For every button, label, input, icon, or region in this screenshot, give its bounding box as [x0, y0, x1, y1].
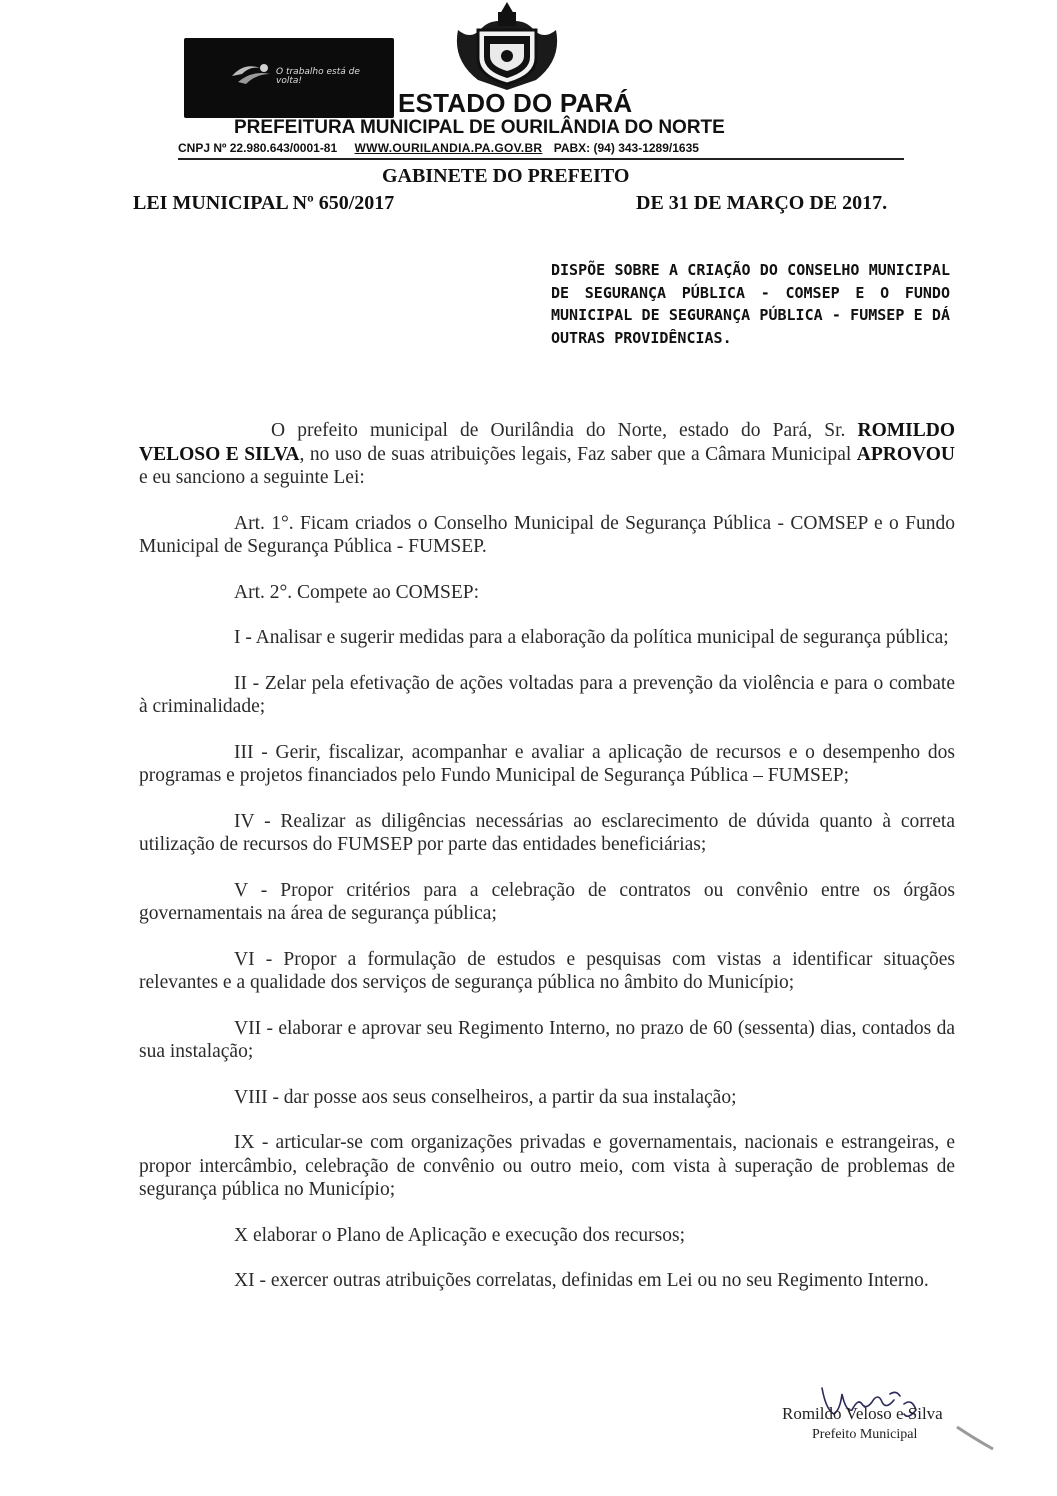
signatory-role: Prefeito Municipal	[812, 1427, 918, 1442]
item-vii: VII - elaborar e aprovar seu Regimento Interno, no prazo de 60 (sessenta) dias, contados da sua instalação;	[139, 1017, 955, 1062]
item-iii: III - Gerir, fiscalizar, acompanhar e avaliar a aplicação de recursos e o desempenho dos programas e projetos financiados pelo Fundo Municipal de Segurança Pública – FUMSEP;	[139, 741, 955, 786]
law-date: DE 31 DE MARÇO DE 2017.	[636, 192, 888, 214]
phone-text: PABX: (94) 343-1289/1635	[553, 141, 699, 155]
website-link[interactable]: WWW.OURILANDIA.PA.GOV.BR	[354, 141, 543, 155]
office-title: GABINETE DO PREFEITO	[382, 165, 630, 187]
preamble-text: , no uso de suas atribuições legais, Faz saber que a Câmara Municipal	[299, 443, 857, 465]
article-1: Art. 1°. Ficam criados o Conselho Municipal de Segurança Pública - COMSEP e o Fundo Municipal de Segurança Pública - FUMSEP.	[139, 512, 955, 557]
approved-word: APROVOU	[856, 443, 955, 465]
coat-of-arms-emblem	[448, 0, 566, 92]
municipal-logo	[184, 38, 394, 118]
logo-slogan: O trabalho está de volta!	[276, 67, 360, 86]
law-body	[139, 419, 955, 1315]
item-ii: II - Zelar pela efetivação de ações voltadas para a prevenção da violência e para o combate à criminalidade;	[139, 672, 955, 717]
ink-mark	[955, 1425, 995, 1451]
municipality-title: PREFEITURA MUNICIPAL DE OURILÂNDIA DO NORTE	[234, 117, 725, 138]
law-number: LEI MUNICIPAL Nº 650/2017	[133, 192, 395, 214]
item-iv: IV - Realizar as diligências necessárias ao esclarecimento de dúvida quanto à correta utilização de recursos do FUMSEP por parte das entidades beneficiárias;	[139, 810, 955, 855]
mayor-name: ROMILDO VELOSO E SILVA	[139, 420, 955, 465]
preamble-text: O prefeito municipal de Ourilândia do Norte, estado do Pará, Sr.	[271, 420, 858, 441]
item-xi: XI - exercer outras atribuições correlatas, definidas em Lei ou no seu Regimento Interno.	[234, 1270, 929, 1291]
signatory-name: Romildo Veloso e Silva	[782, 1404, 943, 1423]
item-ix: IX - articular-se com organizações privadas e governamentais, nacionais e estrangeiras, e propor intercâmbio, celebração de convênio ou outro meio, com vista à superação de problemas de segurança pública no Município;	[139, 1132, 955, 1200]
item-vi: VI - Propor a formulação de estudos e pesquisas com vistas a identificar situações relevantes e a qualidade dos serviços de segurança pública no âmbito do Município;	[139, 948, 955, 993]
header-divider	[178, 158, 904, 160]
preamble-text: e eu sanciono a seguinte Lei:	[139, 467, 365, 488]
preamble-paragraph	[139, 419, 955, 490]
state-title: ESTADO DO PARÁ	[398, 88, 633, 118]
item-viii: VIII - dar posse aos seus conselheiros, a partir da sua instalação;	[234, 1086, 737, 1108]
item-v: V - Propor critérios para a celebração de contratos ou convênio entre os órgãos governamentais na área de segurança pública;	[139, 879, 955, 924]
cnpj-text: CNPJ Nº 22.980.643/0001-81	[178, 141, 338, 155]
article-2: Art. 2°. Compete ao COMSEP:	[234, 581, 480, 603]
item-i: I - Analisar e sugerir medidas para a elaboração da política municipal de segurança pública;	[234, 627, 949, 648]
contact-line	[178, 141, 908, 155]
law-summary: DISPÕE SOBRE A CRIAÇÃO DO CONSELHO MUNICIPAL DE SEGURANÇA PÚBLICA - COMSEP E O FUNDO MUNICIPAL DE SEGURANÇA PÚBLICA - FUMSEP E DÁ OUTRAS PROVIDÊNCIAS.	[551, 261, 950, 347]
item-x: X elaborar o Plano de Aplicação e execução dos recursos;	[234, 1224, 686, 1246]
swoosh-logo-icon	[230, 62, 276, 86]
